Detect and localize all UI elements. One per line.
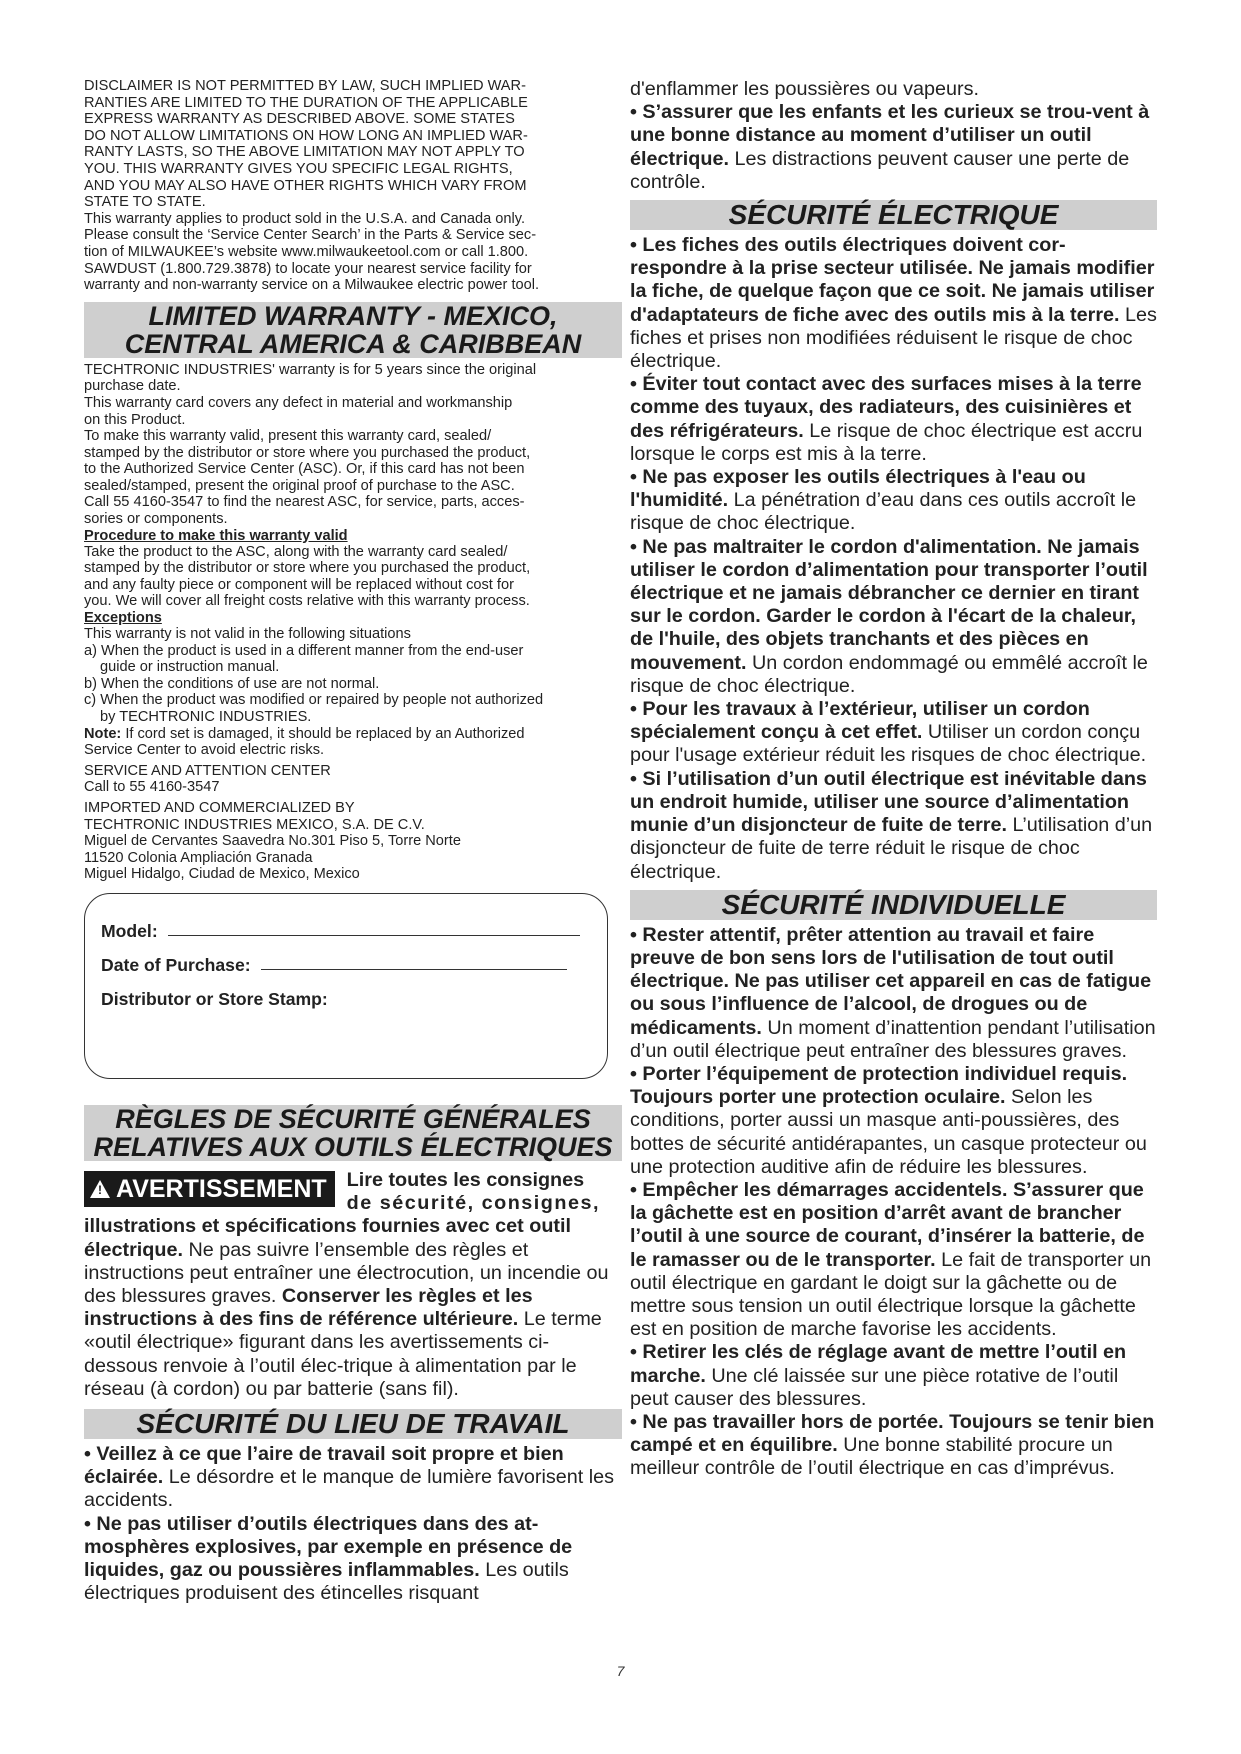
work-area-item: • Veillez à ce que l’aire de travail soit propre et bien éclairée. Le désordre et le manque de lumière favorisent les accidents. — [84, 1442, 615, 1512]
note-block: Note: If cord set is damaged, it should be replaced by an Authorized Service Center to avoid electric risks. — [84, 725, 525, 759]
service-block: SERVICE AND ATTENTION CENTER Call to 55 4160-3547 — [84, 762, 331, 796]
electrical-item: • Éviter tout contact avec des surfaces mises à la terre comme des tuyaux, des radiateurs, des cuisinières et des réfrigérateurs. Le risque de choc électrique est accru lorsque le corps est mis à la terre. — [630, 373, 1143, 465]
date-label: Date of Purchase: — [101, 954, 251, 975]
personal-item: • Retirer les clés de réglage avant de mettre l’outil en marche. Une clé laissée sur une pièce rotative de l’outil peut causer des blessures. — [630, 1341, 1127, 1410]
usa-line: SAWDUST (1.800.729.3878) to locate your nearest service facility for — [84, 260, 532, 277]
electrical-safety-title: SÉCURITÉ ÉLECTRIQUE — [630, 200, 1157, 230]
date-line[interactable] — [261, 969, 567, 970]
disclaimer-line: DO NOT ALLOW LIMITATIONS ON HOW LONG AN IMPLIED WAR- — [84, 127, 528, 144]
personal-safety-title: SÉCURITÉ INDIVIDUELLE — [630, 890, 1157, 920]
date-row — [101, 942, 607, 976]
disclaimer-line: EXPRESS WARRANTY AS DESCRIBED ABOVE. SOME STATES — [84, 111, 515, 128]
usa-line: Please consult the ‘Service Center Search’ in the Parts & Service sec- — [84, 227, 537, 244]
personal-item: • Ne pas travailler hors de portée. Toujours se tenir bien campé et en équilibre. Une bonne stabilité procure un meilleur contrôle de l’outil électrique en cas d’imprévus. — [630, 1410, 1155, 1480]
continued-text: d'enflammer les poussières ou vapeurs. — [630, 78, 980, 100]
warning-row: ! AVERTISSEMENT Lire toutes les consignes de sécurité, consignes, — [84, 1165, 622, 1215]
warning-badge: ! AVERTISSEMENT — [84, 1171, 335, 1207]
note-label: Note: — [84, 725, 122, 742]
procedure-block: Take the product to the ASC, along with the warranty card sealed/ stamped by the distributor or store where you purchased the product, and any faulty piece or component will be replaced without cost for you. We will cover all freight costs relative with this warranty process. — [84, 543, 531, 610]
electrical-item: • Les fiches des outils électriques doivent cor-respondre à la prise secteur utilisée. Ne jamais modifier la fiche, de quelque façon que ce soit. Ne jamais utiliser d'adaptateurs de fiche avec des outils mis à la terre. Les fiches et prises non modifiées réduisent le risque de choc électrique. — [630, 234, 1157, 373]
disclaimer-line: STATE TO STATE. — [84, 194, 206, 211]
personal-item: • Empêcher les démarrages accidentels. S’assurer que la gâchette est en position d’arrêt avant de brancher l’outil à une source de courant, d’insérer la batterie, de le ramasser ou de le transporter. Le fait de transporter un outil électrique en gardant le doigt sur la gâchette ou de mettre sous tension un outil électrique lorsque la gâchette est en position de marche favorise les accidents. — [630, 1178, 1152, 1341]
usa-line: This warranty applies to product sold in the U.S.A. and Canada only. — [84, 210, 526, 227]
personal-item: • Porter l’équipement de protection individuel requis. Toujours porter une protection oculaire. Selon les conditions, porter aussi un masque anti-poussières, des bottes de sécurité antidérapantes, un casque protecteur ou une protection auditive afin de réduire les blessures. — [630, 1062, 1147, 1178]
general-rules-title: RÈGLES DE SÉCURITÉ GÉNÉRALES RELATIVES AUX OUTILS ÉLECTRIQUES — [84, 1105, 622, 1161]
model-row — [101, 908, 607, 942]
importer-block: IMPORTED AND COMMERCIALIZED BY TECHTRONIC INDUSTRIES MEXICO, S.A. DE C.V. Miguel de Cervantes Saavedra No.301 Piso 5, Torre Norte 11520 Colonia Ampliación Granada Miguel Hidalgo, Ciudad de Mexico, Mexico — [84, 799, 461, 883]
mexico-warranty-block: TECHTRONIC INDUSTRIES' warranty is for 5 years since the original purchase date. This warranty card covers any defect in material and workmanship on this Product. To make this warranty valid, present this warranty card, sealed/ stamped by the distributor or store where you purchased the product, to the Authorized Service Center (ASC). Or, if this card has not been sealed/stamped, present the original proof of purchase to the ASC. Call 55 4160-3547 to find the nearest ASC, for service, parts, acces- sories or components. — [84, 361, 537, 528]
usa-line: warranty and non-warranty service on a Milwaukee electric power tool. — [84, 277, 540, 294]
electrical-item: • Pour les travaux à l’extérieur, utiliser un cordon spécialement conçu à cet effet. Utiliser un cordon conçu pour l'usage extérieur réduit les risques de choc électrique. — [630, 698, 1147, 767]
disclaimer-line: AND YOU MAY ALSO HAVE OTHER RIGHTS WHICH VARY FROM — [84, 177, 527, 194]
warranty-form-box — [84, 893, 608, 1079]
disclaimer-line: RANTIES ARE LIMITED TO THE DURATION OF THE APPLICABLE — [84, 94, 528, 111]
warning-icon: ! — [90, 1180, 110, 1198]
usa-line: tion of MILWAUKEE’s website www.milwaukeetool.com or call 1.800. — [84, 243, 529, 260]
left-column — [84, 78, 622, 1605]
electrical-item: • Ne pas exposer les outils électriques à l'eau ou l'humidité. La pénétration d’eau dans ces outils accroît le risque de choc électrique. — [630, 466, 1137, 535]
work-area-item: • S’assurer que les enfants et les curieux se trou-vent à une bonne distance au moment d’utiliser un outil électrique. Les distractions peuvent causer une perte de contrôle. — [630, 101, 1150, 193]
exceptions-block: This warranty is not valid in the following situations a) When the product is used in a different manner from the end-user guide or instruction manual. b) When the conditions of use are not normal. c) When the product was modified or repaired by people not authorized by TECHTRONIC INDUSTRIES. — [84, 626, 544, 725]
personal-item: • Rester attentif, prêter attention au travail et faire preuve de bon sens lors de l'utilisation de tout outil électrique. Ne pas utiliser cet appareil en cas de fatigue ou sous l’influence de l’alcool, de drogues ou de médicaments. Un moment d’inattention pendant l’utilisation d’un outil électrique peut entraîner des blessures graves. — [630, 923, 1156, 1062]
stamp-label: Distributor or Store Stamp: — [101, 988, 328, 1009]
mexico-warranty-title: LIMITED WARRANTY - MEXICO, CENTRAL AMERICA & CARIBBEAN — [84, 302, 622, 358]
right-column — [630, 78, 1157, 1481]
disclaimer-line: RANTY LASTS, SO THE ABOVE LIMITATION MAY NOT APPLY TO — [84, 144, 525, 161]
work-area-item: • Ne pas utiliser d’outils électriques dans des at-mosphères explosives, par exemple en présence de liquides, gaz ou poussières inflammables. Les outils électriques produisent des étincelles risquant — [84, 1512, 573, 1605]
procedure-heading: Procedure to make this warranty valid — [84, 527, 348, 544]
exceptions-heading: Exceptions — [84, 610, 162, 627]
usa-warranty-block — [84, 211, 622, 294]
page-number: 7 — [616, 1663, 625, 1679]
work-area-title: SÉCURITÉ DU LIEU DE TRAVAIL — [84, 1409, 622, 1439]
disclaimer-line: YOU. THIS WARRANTY GIVES YOU SPECIFIC LEGAL RIGHTS, — [84, 160, 513, 177]
electrical-item: • Si l’utilisation d’un outil électrique est inévitable dans un endroit humide, utiliser une source d’alimentation munie d’un disjoncteur de fuite de terre. L’utilisation d’un disjoncteur de fuite de terre réduit le risque de choc électrique. — [630, 767, 1153, 883]
warning-paragraph: illustrations et spécifications fournies avec cet outil électrique. Ne pas suivre l’ensemble des règles et instructions peut entraîner une électrocution, un incendie ou des blessures graves. Conserver les règles et les instructions à des fins de référence ultérieure. Le terme «outil électrique» figurant dans les avertissements ci-dessous renvoie à l’outil élec-trique à alimentation par le réseau (à cordon) ou par batterie (sans fil). — [84, 1215, 609, 1400]
disclaimer-line: DISCLAIMER IS NOT PERMITTED BY LAW, SUCH IMPLIED WAR- — [84, 78, 526, 94]
electrical-item: • Ne pas maltraiter le cordon d'alimentation. Ne jamais utiliser le cordon d’alimentation pour transporter l’outil électrique et ne jamais débrancher ce dernier en tirant sur le cordon. Garder le cordon à l'écart de la chaleur, de l'huile, des objets tranchants et des pièces en mouvement. Un cordon endommagé ou emmêlé accroît le risque de choc électrique. — [630, 535, 1148, 697]
model-line[interactable] — [168, 935, 580, 936]
model-label: Model: — [101, 920, 158, 941]
stamp-row — [101, 976, 607, 1010]
disclaimer-block — [84, 78, 622, 211]
